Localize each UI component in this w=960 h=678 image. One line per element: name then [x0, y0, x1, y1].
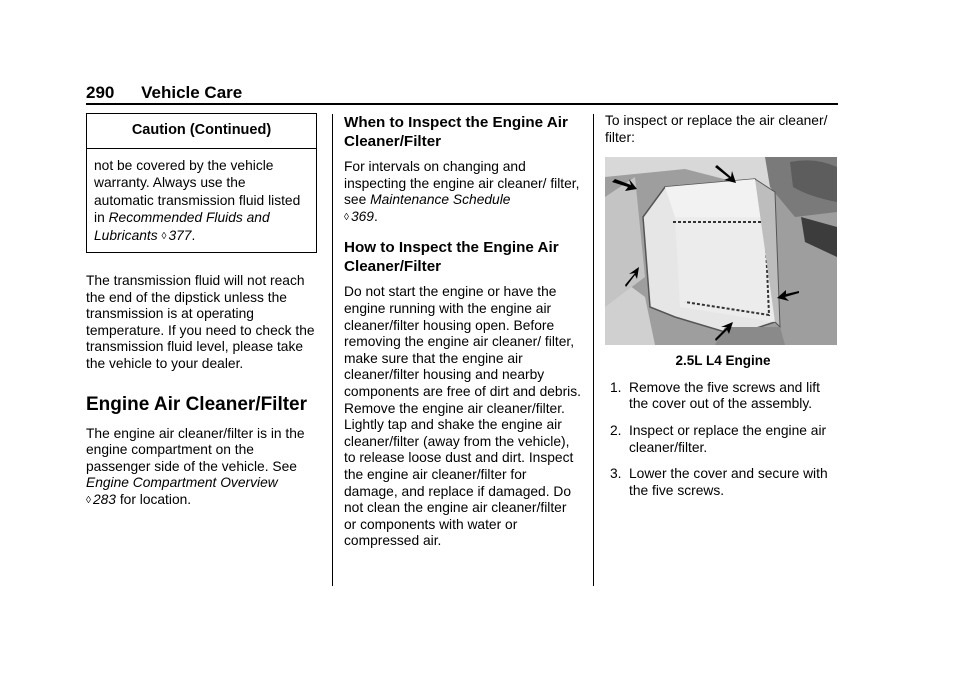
air-cleaner-paragraph: [86, 426, 318, 510]
inspect-intro: To inspect or replace the air cleaner/ filter:: [605, 113, 828, 145]
transmission-paragraph: The transmission fluid will not reach the end of the dipstick unless the transmission is at operating temperature. If you need to check the transmission fluid level, please take the vehicle to your dealer.: [86, 273, 315, 372]
section-title: Vehicle Care: [141, 83, 243, 102]
inspection-paragraph: Do not start the engine or have the engine running with the engine air cleaner/filter housing open. Before removing the engine air cleaner/ filter, make sure that the engine air cleaner/filter housing and nearby components are free of dirt and debris. Remove the engine air cleaner/filter. Lightly tap and shake the engine air cleaner/filter (away from the vehicle), to release loose dust and dirt. Inspect the engine air cleaner/filter for damage, and replace if damaged. Do not clean the engine air cleaner/filter or components with water or compressed air.: [344, 284, 581, 549]
caution-box: [86, 113, 317, 253]
column-3: [605, 113, 841, 509]
maintenance-schedule-link[interactable]: Maintenance Schedule: [370, 192, 511, 208]
caution-end: .: [191, 227, 196, 243]
intervals-paragraph: [344, 159, 582, 226]
engine-air-cleaner-figure: [605, 157, 837, 345]
step-number: 1.: [610, 379, 622, 395]
page-ref-icon: ◊: [86, 495, 91, 507]
section-heading: Engine Air Cleaner/Filter: [86, 393, 308, 415]
step-number: 2.: [610, 422, 622, 438]
page-ref-icon: ◊: [161, 230, 167, 242]
list-item: [605, 423, 841, 456]
step-text: Lower the cover and secure with the five screws.: [629, 466, 828, 498]
air-cleaner-text: The engine air cleaner/filter is in the engine compartment on the passenger side of the vehicle. See: [86, 425, 305, 474]
page-header: [86, 83, 242, 103]
air-cleaner-end: for location.: [115, 492, 192, 508]
intervals-end: .: [373, 208, 378, 224]
list-item: [605, 466, 841, 499]
caution-text: not be covered by the vehicle warranty. Always use the automatic transmission fluid listed in: [94, 157, 301, 226]
engine-illustration: [605, 157, 837, 345]
column-divider-2: [593, 114, 594, 586]
column-divider-1: [332, 114, 333, 586]
how-to-inspect-heading: How to Inspect the Engine Air Cleaner/Filter: [344, 239, 559, 276]
engine-overview-page-ref[interactable]: 283: [92, 492, 116, 508]
intervals-text: For intervals on changing and inspecting the engine air cleaner/ filter, see: [344, 159, 580, 208]
page-number: 290: [86, 83, 115, 102]
steps-list: [605, 380, 841, 500]
column-1: [86, 113, 318, 510]
engine-overview-link[interactable]: Engine Compartment Overview: [86, 475, 278, 491]
step-text: Remove the five screws and lift the cover out of the assembly.: [629, 379, 820, 412]
caution-title: Caution (Continued): [87, 114, 316, 149]
caution-page-ref[interactable]: 377: [168, 227, 192, 243]
caution-link[interactable]: Recommended Fluids and Lubricants: [94, 210, 270, 243]
step-number: 3.: [610, 466, 622, 482]
page-ref-icon: ◊: [344, 211, 349, 223]
list-item: [605, 380, 841, 413]
header-divider: [86, 103, 838, 105]
caution-body: [87, 149, 316, 253]
when-to-inspect-heading: When to Inspect the Engine Air Cleaner/Filter: [344, 114, 568, 150]
figure-caption: 2.5L L4 Engine: [675, 353, 771, 369]
maintenance-page-ref[interactable]: 369: [350, 208, 374, 224]
column-2: [344, 113, 582, 550]
step-text: Inspect or replace the engine air cleaner/filter.: [629, 422, 827, 455]
